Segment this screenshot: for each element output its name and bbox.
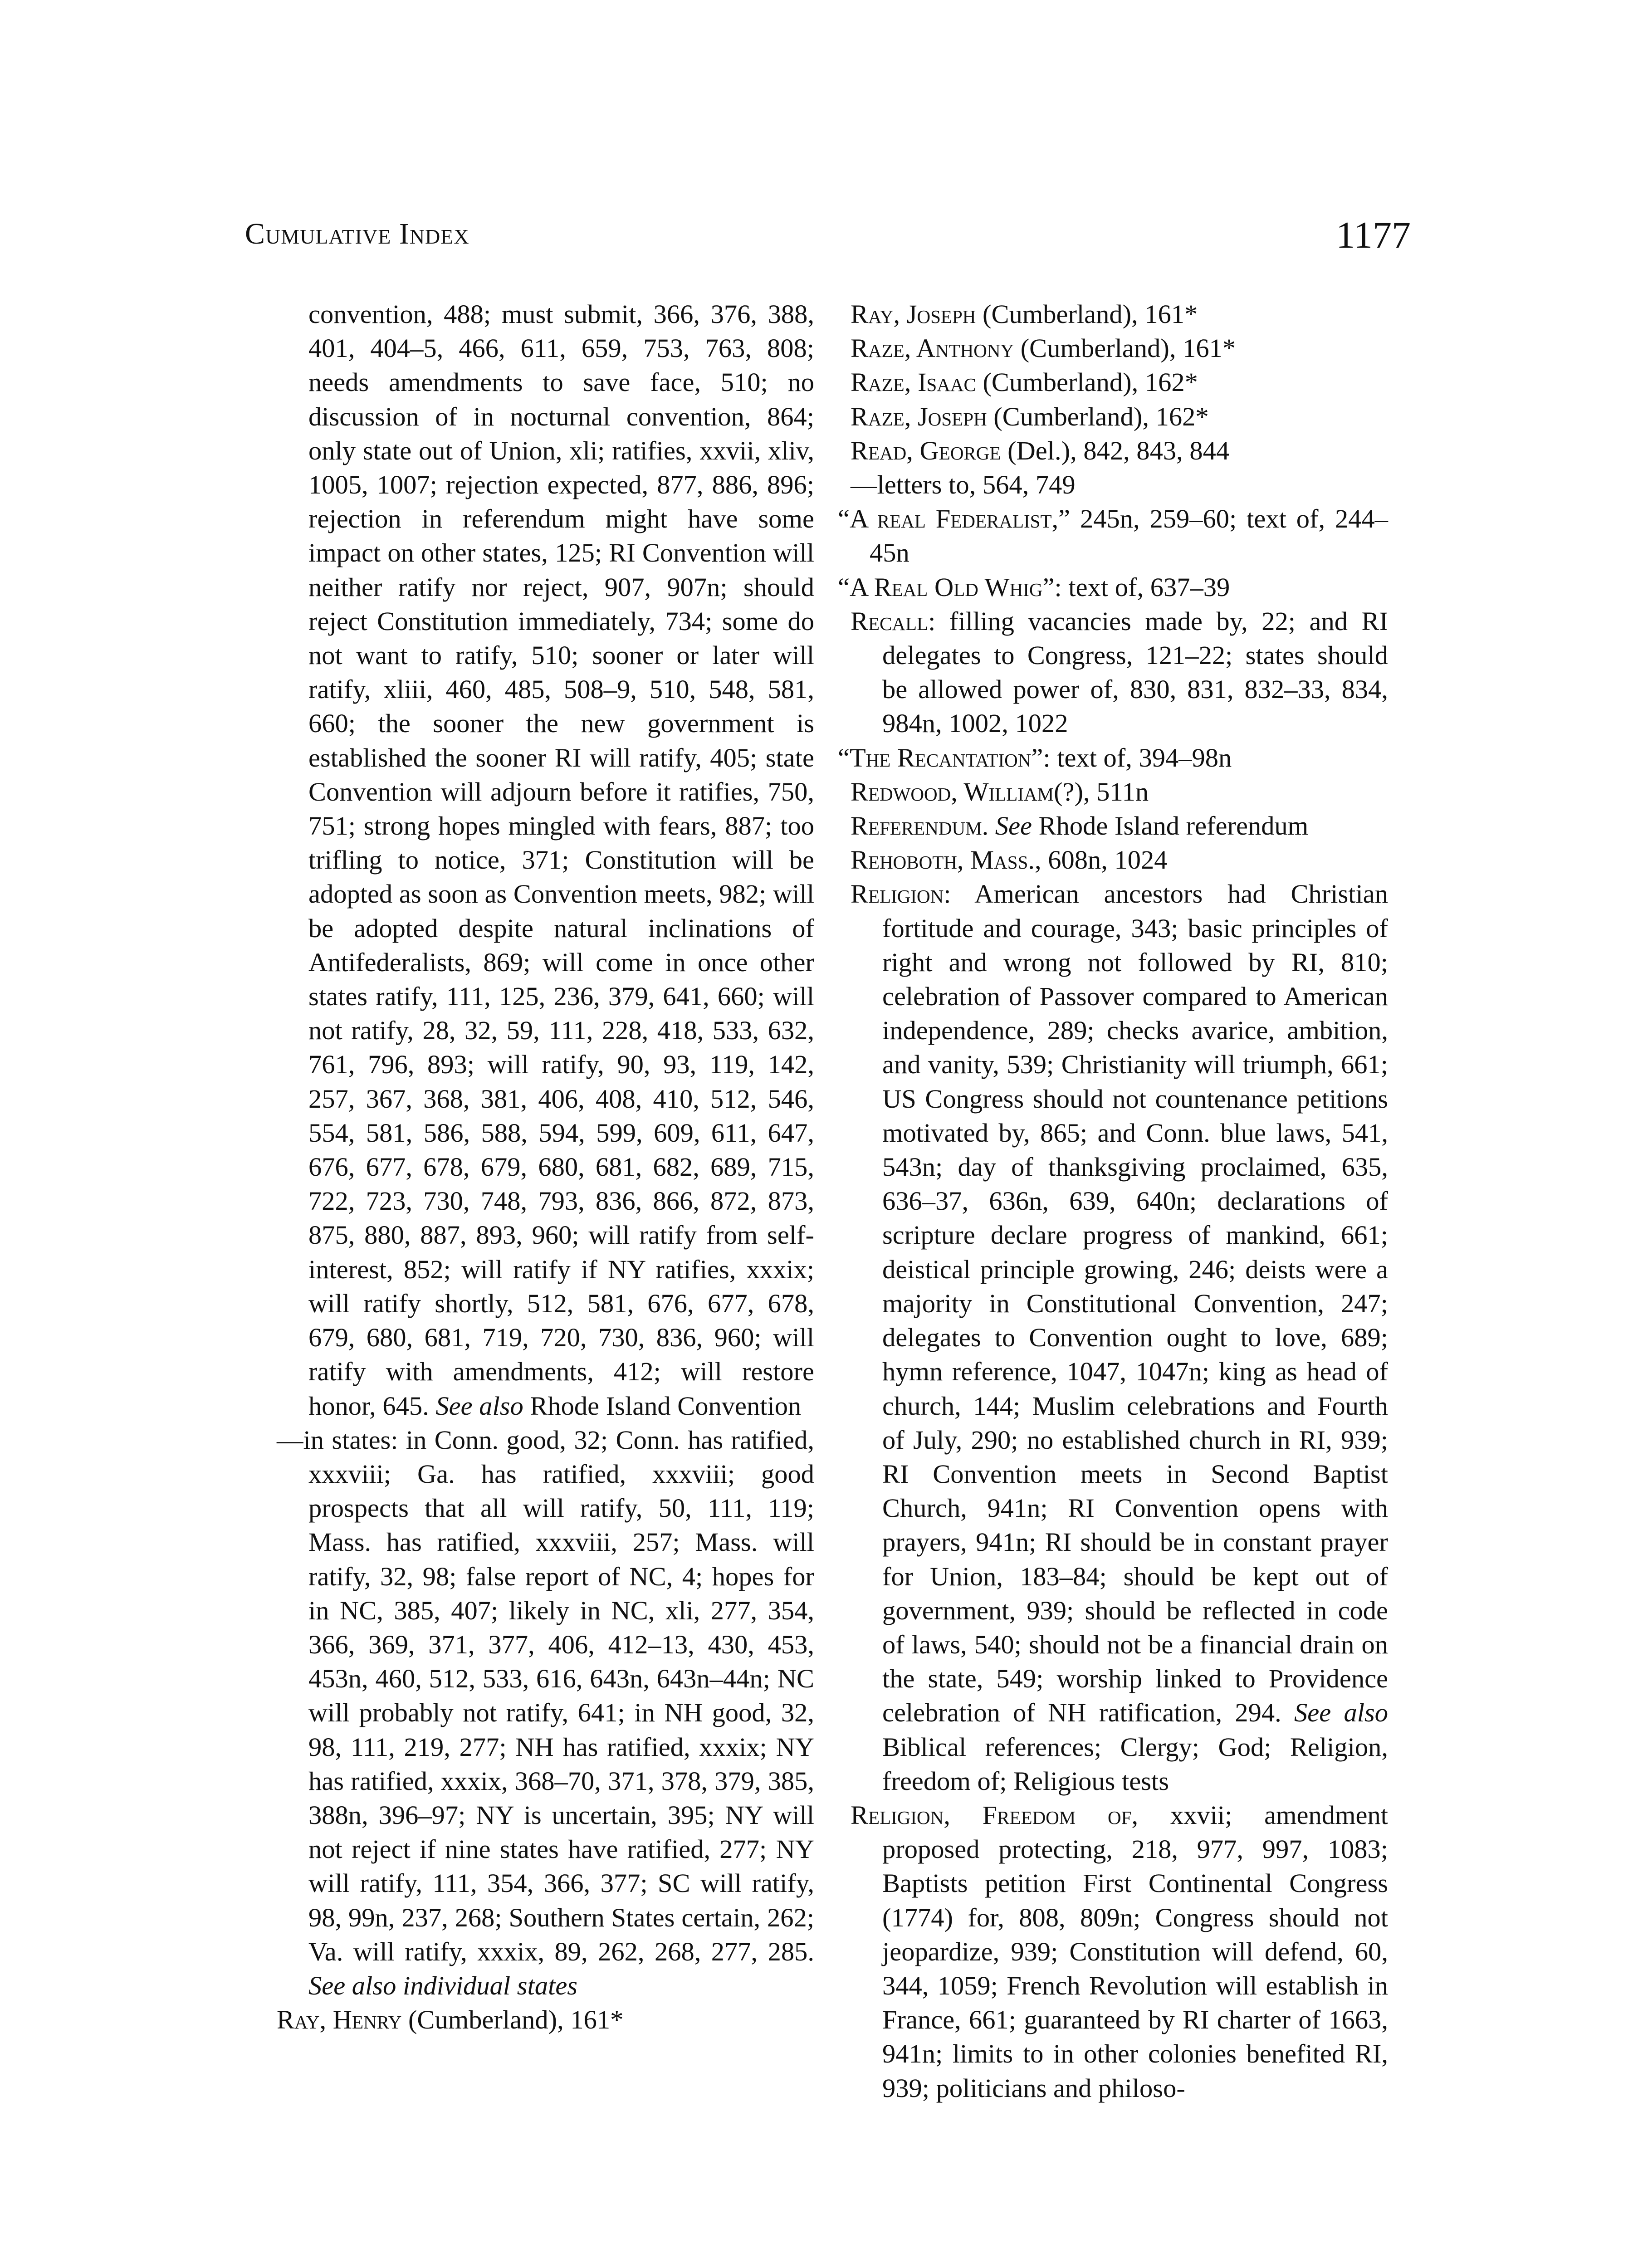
states-sub-text: —in states: in Conn. good, 32; Conn. has ratified, xxxviii; Ga. has ratified, xxxviii; good prospects that all will ratify, 50, 111, 119; Mass. has ratified, xxxviii, 257; Mass. will ratify, 32, 98; false report of NC, 4; hopes for in NC, 385, 407; likely in NC, xli, 277, 354, 366, 369, 371, 377, 406, 412–13, 430, 453, 453n, 460, 512, 533, 616, 643n, 643n–44n; NC will probably not ratify, 641; in NH good, 32, 98, 111, 219, 277; NH has ratified, xxxix; NY has ratified, xxxix, 368–70, 371, 378, 379, 385, 388n, 396–97; NY is uncertain, 395; NY will not reject if nine states have ratified, 277; NY will ratify, 111, 354, 366, 377; SC will ratify, 98, 99n, 237, 268; Southern States certain, 262; Va. will ratify, xxxix, 89, 262, 268, 277, 285.: [277, 1425, 814, 1966]
states-see-also: See also individual states: [308, 1970, 578, 2000]
index-subentry-in-states: [277, 1423, 814, 2003]
entry-text: (Del.), 842, 843, 844: [1001, 435, 1230, 465]
entry-text: (Cumberland), 161*: [1014, 333, 1236, 363]
entry-text: , 511n: [1083, 777, 1149, 807]
running-head-cap-2: I: [399, 217, 410, 250]
entry-text: : American ancestors had Christian fortitude and courage, 343; basic principles of right and wrong not followed by RI, 810; celebration of Passover compared to American independence, 289; checks avarice, ambition, and vanity, 539; Christianity will triumph, 661; US Congress should not countenance petitions motivated by, 865; and Conn. blue laws, 541, 543n; day of thanksgiving proclaimed, 635, 636–37, 636n, 639, 640n; declarations of scripture declare progress of mankind, 661; deistical principle growing, 246; deists were a majority in Constitutional Convention, 247; delegates to Convention ought to love, 689; hymn reference, 1047, 1047n; king as head of church, 144; Muslim celebrations and Fourth of July, 290; no established church in RI, 939; RI Convention meets in Second Baptist Church, 941n; RI Convention opens with prayers, 941n; RI should be in constant prayer for Union, 183–84; should be kept out of government, 939; should be reflected in code of laws, 540; should not be a financial drain on the state, 549; worship linked to Providence celebration of NH ratification, 294.: [882, 879, 1388, 1728]
entry-name: Ray, Henry: [277, 2005, 402, 2035]
entry-name: Read, George: [851, 435, 1001, 465]
entry-text: (Cumberland), 162*: [976, 367, 1198, 397]
index-entry-raze-joseph: [851, 400, 1388, 434]
page-number: 1177: [1336, 214, 1411, 256]
entry-text: 245n, 259–60; text of, 244–45n: [870, 504, 1388, 568]
entry-name: “The Recantation”: [838, 743, 1043, 772]
continuation-tail: Rhode Island Convention: [523, 1391, 802, 1421]
index-entry-religion: [851, 877, 1388, 1798]
entry-text: : text of, 637–39: [1054, 572, 1230, 602]
continuation-text: convention, 488; must submit, 366, 376, 388, 401, 404–5, 466, 611, 659, 753, 763, 808; needs amendments to save face, 510; no discussion of in nocturnal convention, 864; only state out of Union, xli; ratifies, xxvii, xliv, 1005, 1007; rejection expected, 877, 886, 896; rejection in referendum might have some impact on other states, 125; RI Convention will neither ratify nor reject, 907, 907n; should reject Constitution immediately, 734; some do not want to ratify, 510; sooner or later will ratify, xliii, 460, 485, 508–9, 510, 548, 581, 660; the sooner the new government is established the sooner RI will ratify, 405; state Convention will adjourn before it ratifies, 750, 751; strong hopes mingled with fears, 887; too trifling to notice, 371; Constitution will be adopted as soon as Convention meets, 982; will be adopted despite natural inclinations of Antifederalists, 869; will come in once other states ratify, 111, 125, 236, 379, 641, 660; will not ratify, 28, 32, 59, 111, 228, 418, 533, 632, 761, 796, 893; will ratify, 90, 93, 119, 142, 257, 367, 368, 381, 406, 408, 410, 512, 546, 554, 581, 586, 588, 594, 599, 609, 611, 647, 676, 677, 678, 679, 680, 681, 682, 689, 715, 722, 723, 730, 748, 793, 836, 866, 872, 873, 875, 880, 887, 893, 960; will ratify from self-interest, 852; will ratify if NY ratifies, xxxix; will ratify shortly, 512, 581, 676, 677, 678, 679, 680, 681, 719, 720, 730, 836, 960; will ratify with amendments, 412; will restore honor, 645.: [308, 299, 814, 1421]
entry-name: Ray, Joseph: [851, 299, 976, 329]
index-entry-real-old-whig: [838, 570, 1388, 604]
entry-name: Raze, Joseph: [851, 401, 987, 431]
entry-text: : filling vacancies made by, 22; and RI delegates to Congress, 121–22; states should be allowed power of, 830, 831, 832–33, 834, 984n, 1002, 1022: [882, 606, 1388, 738]
entry-name: “A real Federalist,”: [838, 504, 1071, 534]
index-entry-ray-joseph: [851, 297, 1388, 331]
index-entry-religion-freedom: [851, 1798, 1388, 2105]
entry-text: Rhode Island referendum: [1032, 811, 1309, 841]
religion-see-also: See also: [1294, 1698, 1388, 1728]
entry-name: Rehoboth, Mass.: [851, 845, 1035, 875]
index-entry-recall: [851, 604, 1388, 741]
entry-name: Raze, Isaac: [851, 367, 976, 397]
running-head-cap: C: [245, 217, 266, 250]
index-entry-read-george: [851, 434, 1388, 468]
right-column: [838, 297, 1388, 2105]
entry-text: : text of, 394–98n: [1043, 743, 1232, 772]
entry-name: Redwood, William(?): [851, 777, 1083, 807]
index-entry-ray-henry: [277, 2003, 814, 2037]
entry-text: (Cumberland), 161*: [401, 2005, 624, 2035]
entry-text: , 608n, 1024: [1035, 845, 1168, 875]
religion-tail: Biblical references; Clergy; God; Religion, freedom of; Religious tests: [882, 1732, 1388, 1796]
entry-name: Raze, Anthony: [851, 333, 1014, 363]
referendum-see: See: [995, 811, 1032, 841]
index-entry-recantation: [838, 741, 1388, 775]
index-entry-redwood: [851, 775, 1388, 809]
page-header: [245, 214, 1411, 267]
entry-name: Religion: [851, 879, 944, 909]
running-head-rest-2: ndex: [409, 217, 469, 250]
entry-name: Recall: [851, 606, 929, 636]
continuation-see-also: See also: [435, 1391, 523, 1421]
entry-text: , xxvii; amendment proposed protecting, 218, 977, 997, 1083; Baptists petition First Continental Congress (1774) for, 808, 809n; Congress should not jeopardize, 939; Constitution will defend, 60, 344, 1059; French Revolution will establish in France, 661; guaranteed by RI charter of 1663, 941n; limits to in other colonies benefited RI, 939; politicians and philoso-: [882, 1800, 1388, 2103]
entry-name: Referendum.: [851, 811, 989, 841]
index-entry-raze-isaac: [851, 365, 1388, 399]
index-subentry-read-letters: [851, 468, 1388, 502]
index-entry-real-federalist: [838, 502, 1388, 570]
index-entry-rehoboth: [851, 843, 1388, 877]
running-head: [245, 217, 469, 251]
entry-name: “A Real Old Whig”: [838, 572, 1055, 602]
entry-name: Religion, Freedom of: [851, 1800, 1132, 1830]
running-head-rest: umulative: [265, 217, 399, 250]
entry-text: (Cumberland), 162*: [987, 401, 1209, 431]
index-entry-continuation: [277, 297, 814, 1423]
index-entry-raze-anthony: [851, 331, 1388, 365]
entry-text: (Cumberland), 161*: [976, 299, 1198, 329]
entry-text: —letters to, 564, 749: [851, 470, 1076, 500]
index-entry-referendum: [851, 809, 1388, 843]
left-column: [277, 297, 814, 2037]
